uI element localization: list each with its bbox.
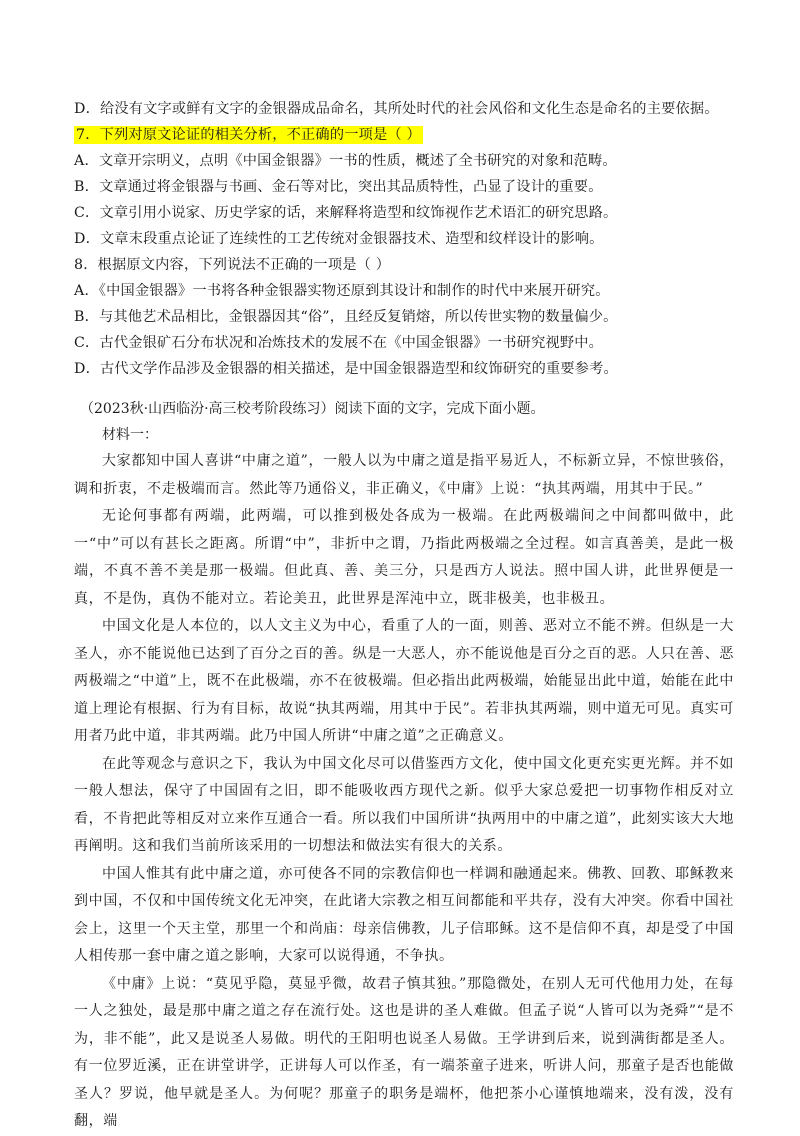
- q7-option-b: B．文章通过将金银器与书画、金石等对比，突出其品质特性，凸显了设计的重要。: [74, 179, 603, 195]
- paragraph-4: 在此等观念与意识之下，我认为中国文化尽可以借鉴西方文化，使中国文化更充实更光辉。并不如一般人想法，保守了中国固有之旧，即不能吸收西方现代之新。似乎大家总爱把一切事物作相反对立看，不肯把此等相反对立来作互通合一看。所以我们中国所讲“执两用中的中庸之道”，此刻实该大大地再阐明。这和我们当前所该采用的一切想法和做法实有很大的关系。: [74, 755, 734, 854]
- q7-option-d: D．文章末段重点论证了连续性的工艺传统对金银器技术、造型和纹样设计的影响。: [74, 231, 604, 247]
- q7-stem-highlight: 7．下列对原文论证的相关分析，不正确的一项是（ ）: [76, 127, 421, 143]
- section-gap: [74, 382, 734, 396]
- material-title: 材料一：: [102, 427, 158, 443]
- paragraph-6: 《中庸》上说：“莫见乎隐，莫显乎微，故君子慎其独。”那隐微处，在别人无可代他用力处，在每一人之独处，最是那中庸之道之存在流行处。这也是讲的圣人难做。但孟子说“人皆可以为尧舜”“是不为，非不能”，此又是说圣人易做。明代的王阳明也说圣人易做。王学讲到后来，说到满街都是圣人。有一位罗近溪，正在讲堂讲学，正讲每人可以作圣，有一端茶童子进来，听讲人问，那童子是否也能做圣人？罗说，他早就是圣人。为何呢？那童子的职务是端杯，他把茶小心谨慎地端来，没有泼，没有翻，端: [74, 975, 734, 1129]
- q8-option-c: C．古代金银矿石分布状况和冶炼技术的发展不在《中国金银器》一书研究视野中。: [74, 335, 604, 351]
- q7-stem: [74, 122, 734, 148]
- question-block: [74, 96, 734, 1136]
- q6-option-d: D．给没有文字或鲜有文字的金银器成品命名，其所处时代的社会风俗和文化生态是命名的主要依据。: [74, 101, 719, 117]
- q7-option-c: C．文章引用小说家、历史学家的话，来解释将造型和纹饰视作艺术语汇的研究思路。: [74, 205, 618, 221]
- reading-source: （2023秋·山西临汾·高三校考阶段练习）阅读下面的文字，完成下面小题。: [80, 401, 545, 417]
- q8-option-d: D．古代文学作品涉及金银器的相关描述，是中国金银器造型和纹饰研究的重要参考。: [74, 361, 618, 377]
- paragraph-2: 无论何事都有两端，此两端，可以推到极处各成为一极端。在此两极端间之中间都叫做中，此一“中”可以有甚长之距离。所谓“中”，非折中之谓，乃指此两极端之全过程。如言真善美，是此一极端，不真不善不美是那一极端。但此真、善、美三分，只是西方人说法。照中国人讲，此世界便是一真，不是伪，真伪不能对立。若论美丑，此世界是浑沌中立，既非极美，也非极丑。: [74, 508, 734, 607]
- q8-stem: 8．根据原文内容，下列说法不正确的一项是（ ）: [74, 257, 391, 273]
- paragraph-5: 中国人惟其有此中庸之道，亦可使各不同的宗教信仰也一样调和融通起来。佛教、回教、耶稣教来到中国，不仅和中国传统文化无冲突，在此诸大宗教之相互间都能和平共存，没有大冲突。你看中国社会上，这里一个天主堂，那里一个和尚庙：母亲信佛教，儿子信耶稣。这不是信仰不真，却是受了中国人相传那一套中庸之道之影响，大家可以说得通，不争执。: [74, 865, 734, 964]
- paragraph-1: 大家都知中国人喜讲“中庸之道”，一般人以为中庸之道是指平易近人，不标新立异，不惊世骇俗，调和折衷，不走极端而言。然此等乃通俗义，非正确义，《中庸》上说：“执其两端，用其中于民。”: [74, 453, 734, 497]
- q8-option-b: B．与其他艺术品相比，金银器因其“俗”，且经反复销熔，所以传世实物的数量偏少。: [74, 309, 618, 325]
- paragraph-3: 中国文化是人本位的，以人文主义为中心，看重了人的一面，则善、恶对立不能不辨。但纵是一大圣人，亦不能说他已达到了百分之百的善。纵是一大恶人，亦不能说他是百分之百的恶。人只在善、恶两极端之“中道”上，既不在此极端，亦不在彼极端。但必指出此两极端，始能显出此中道，始能在此中道上理论有根据、行为有目标，故说“执其两端，用其中于民”。若非执其两端，则中道无可见。真实可用者乃此中道，非其两端。此乃中国人所讲“中庸之道”之正确意义。: [74, 618, 734, 744]
- q8-option-a: A．《中国金银器》一书将各种金银器实物还原到其设计和制作的时代中来展开研究。: [74, 283, 610, 299]
- q7-option-a: A．文章开宗明义，点明《中国金银器》一书的性质，概述了全书研究的对象和范畴。: [74, 153, 617, 169]
